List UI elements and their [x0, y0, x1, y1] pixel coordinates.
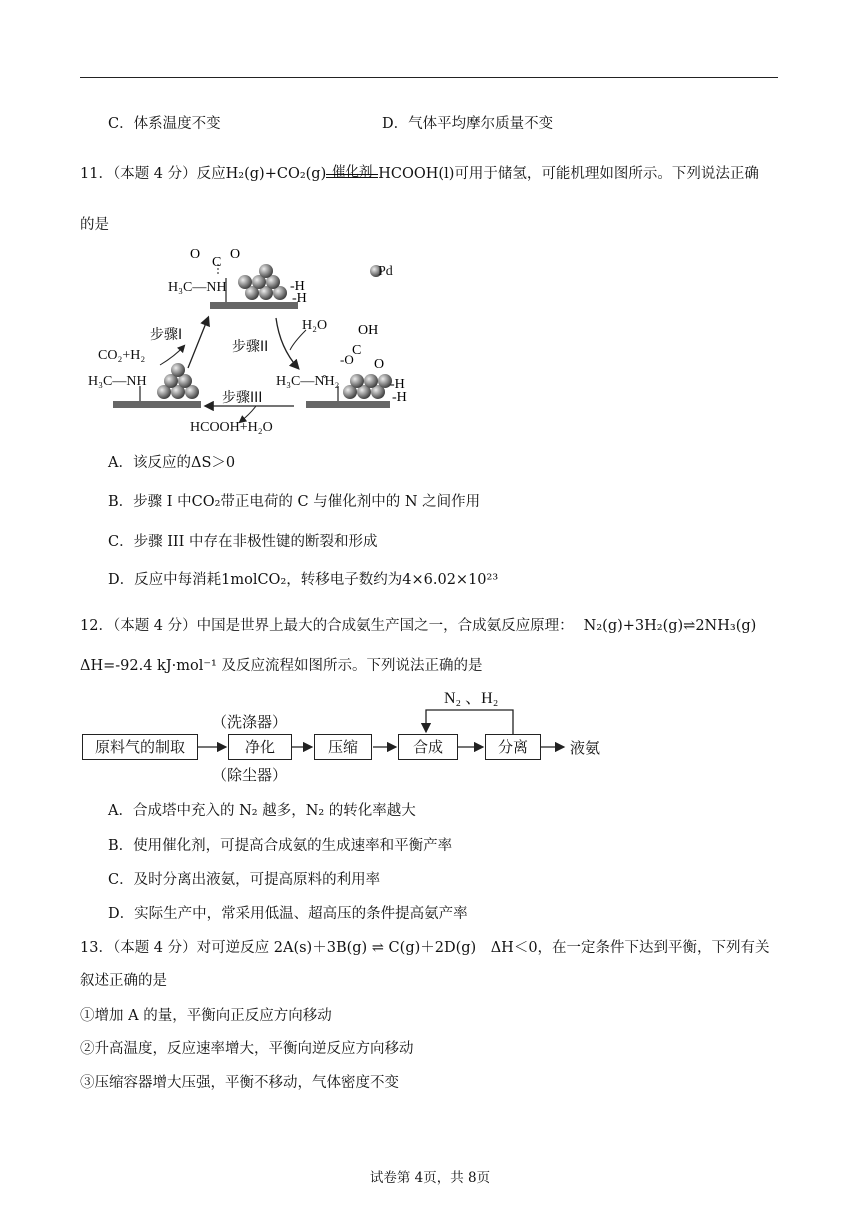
- species-left: H₃C—NH: [88, 374, 147, 389]
- q12-option-a: A．合成塔中充入的 N₂ 越多，N₂ 的转化率越大: [108, 803, 416, 819]
- flow-box-separate: 分离: [485, 734, 541, 760]
- recycle-loop: [426, 710, 513, 735]
- page-footer: 试卷第 4页，共 8页: [369, 1170, 491, 1186]
- q11-product: HCOOH(l): [378, 166, 455, 182]
- pd-cluster-left: [157, 363, 199, 399]
- q13-stem-line1: [80, 936, 770, 957]
- q12-option-d: D．实际生产中，常采用低温、超高压的条件提高氨产率: [108, 906, 468, 922]
- flow-box-compress: 压缩: [314, 734, 372, 760]
- svg-text:OH: OH: [358, 323, 379, 338]
- flow-output-liquid-ammonia: 液氨: [570, 739, 601, 757]
- q12-meta: （本题 4 分）: [112, 618, 197, 634]
- q12-option-c: C．及时分离出液氨，可提高原料的利用率: [108, 872, 381, 888]
- product-hcooh-h2o: HCOOH+H₂O: [190, 420, 273, 435]
- flow-box-raw-gas: 原料气的制取: [82, 734, 198, 760]
- flow-box-purify: 净化: [228, 734, 292, 760]
- svg-text:O: O: [230, 247, 241, 262]
- header-rule: [80, 77, 778, 78]
- svg-text:-H: -H: [292, 291, 307, 306]
- q11-option-d: D．反应中每消耗1molCO₂，转移电子数约为4×6.02×10²³: [108, 572, 499, 588]
- step3-label: 步骤III: [222, 390, 263, 406]
- q12-stem-line2: ΔH=-92.4 kJ·mol⁻¹ 及反应流程如图所示。下列说法正确的是: [80, 658, 483, 674]
- q13-number: 13．: [80, 940, 113, 956]
- q12-stem-line1: [80, 614, 756, 635]
- q13-stem-a: 对可逆反应 2A(s)＋3B(g) ⇌ C(g)＋2D(g) ΔH＜0，在一定条件下达到平衡，下列有关: [196, 940, 770, 956]
- support-right: [306, 401, 390, 408]
- q11-equation: H₂(g)+CO₂(g): [225, 166, 327, 182]
- q11-stem-b: 可用于储氢，可能机理如图所示。下列说法正确: [454, 166, 759, 182]
- support-left: [113, 401, 201, 408]
- q12-stem-a: 中国是世界上最大的合成氨生产国之一，合成氨反应原理：: [196, 618, 574, 634]
- q11-stem-line1: [80, 162, 759, 183]
- q12-option-b: B．使用催化剂，可提高合成氨的生成速率和平衡产率: [108, 838, 453, 854]
- q13-item-1: ①增加 A 的量，平衡向正反应方向移动: [80, 1008, 332, 1024]
- svg-text:-H: -H: [390, 377, 405, 392]
- legend-pd: Pd: [378, 264, 393, 279]
- svg-text:O: O: [190, 247, 201, 262]
- step2-label: 步骤II: [232, 339, 269, 355]
- flow-recycle-label: N₂ 、H₂: [444, 690, 499, 707]
- q13-item-2: ②升高温度，反应速率增大，平衡向逆反应方向移动: [80, 1041, 414, 1057]
- flow-label-duster: （除尘器）: [212, 766, 288, 784]
- q12-equation: N₂(g)+3H₂(g)⇌2NH₃(g): [583, 618, 757, 634]
- pd-cluster-right: [343, 374, 392, 399]
- step1-label: 步骤I: [150, 327, 183, 343]
- step1-arrow: [188, 318, 208, 368]
- flow-label-washer: （洗涤器）: [212, 713, 288, 731]
- q13-meta: （本题 4 分）: [112, 940, 197, 956]
- q11-meta: （本题 4 分）: [112, 166, 197, 182]
- q11-option-a: A．该反应的ΔS＞0: [108, 455, 236, 471]
- svg-text:C: C: [212, 255, 222, 270]
- q11-stem-a: 反应: [196, 166, 226, 182]
- svg-text:-H: -H: [392, 390, 407, 405]
- reagent-co2-h2: CO₂+H₂: [98, 348, 146, 363]
- reagent-h2o: H₂O: [302, 318, 328, 333]
- flow-box-synthesis: 合成: [398, 734, 458, 760]
- svg-text:-H: -H: [290, 279, 305, 294]
- q12-number: 12．: [80, 618, 113, 634]
- q11-stem-line2: 的是: [80, 217, 109, 233]
- species-top: H₃C—NH: [168, 280, 227, 295]
- svg-text:C: C: [352, 343, 362, 358]
- option-c-prev: C．体系温度不变: [108, 116, 221, 132]
- species-right: H₃C—N̊H₂: [276, 374, 340, 389]
- q13-item-3: ③压缩容器增大压强，平衡不移动，气体密度不变: [80, 1075, 399, 1091]
- option-d-prev: D．气体平均摩尔质量不变: [382, 116, 554, 132]
- q11-number: 11．: [80, 166, 113, 182]
- q11-option-c: C．步骤 III 中存在非极性键的断裂和形成: [108, 534, 378, 550]
- pd-cluster-top: [238, 264, 287, 300]
- q11-option-b: B．步骤 I 中CO₂带正电荷的 C 与催化剂中的 N 之间作用: [108, 494, 481, 510]
- q11-catalyst-label: 催化剂: [332, 164, 373, 180]
- support-top: [210, 302, 298, 309]
- svg-text:-O: -O: [340, 352, 354, 367]
- q11-catalyst-arrow: [326, 164, 378, 183]
- q13-stem-line2: 叙述正确的是: [80, 973, 167, 989]
- svg-text:O: O: [374, 357, 385, 372]
